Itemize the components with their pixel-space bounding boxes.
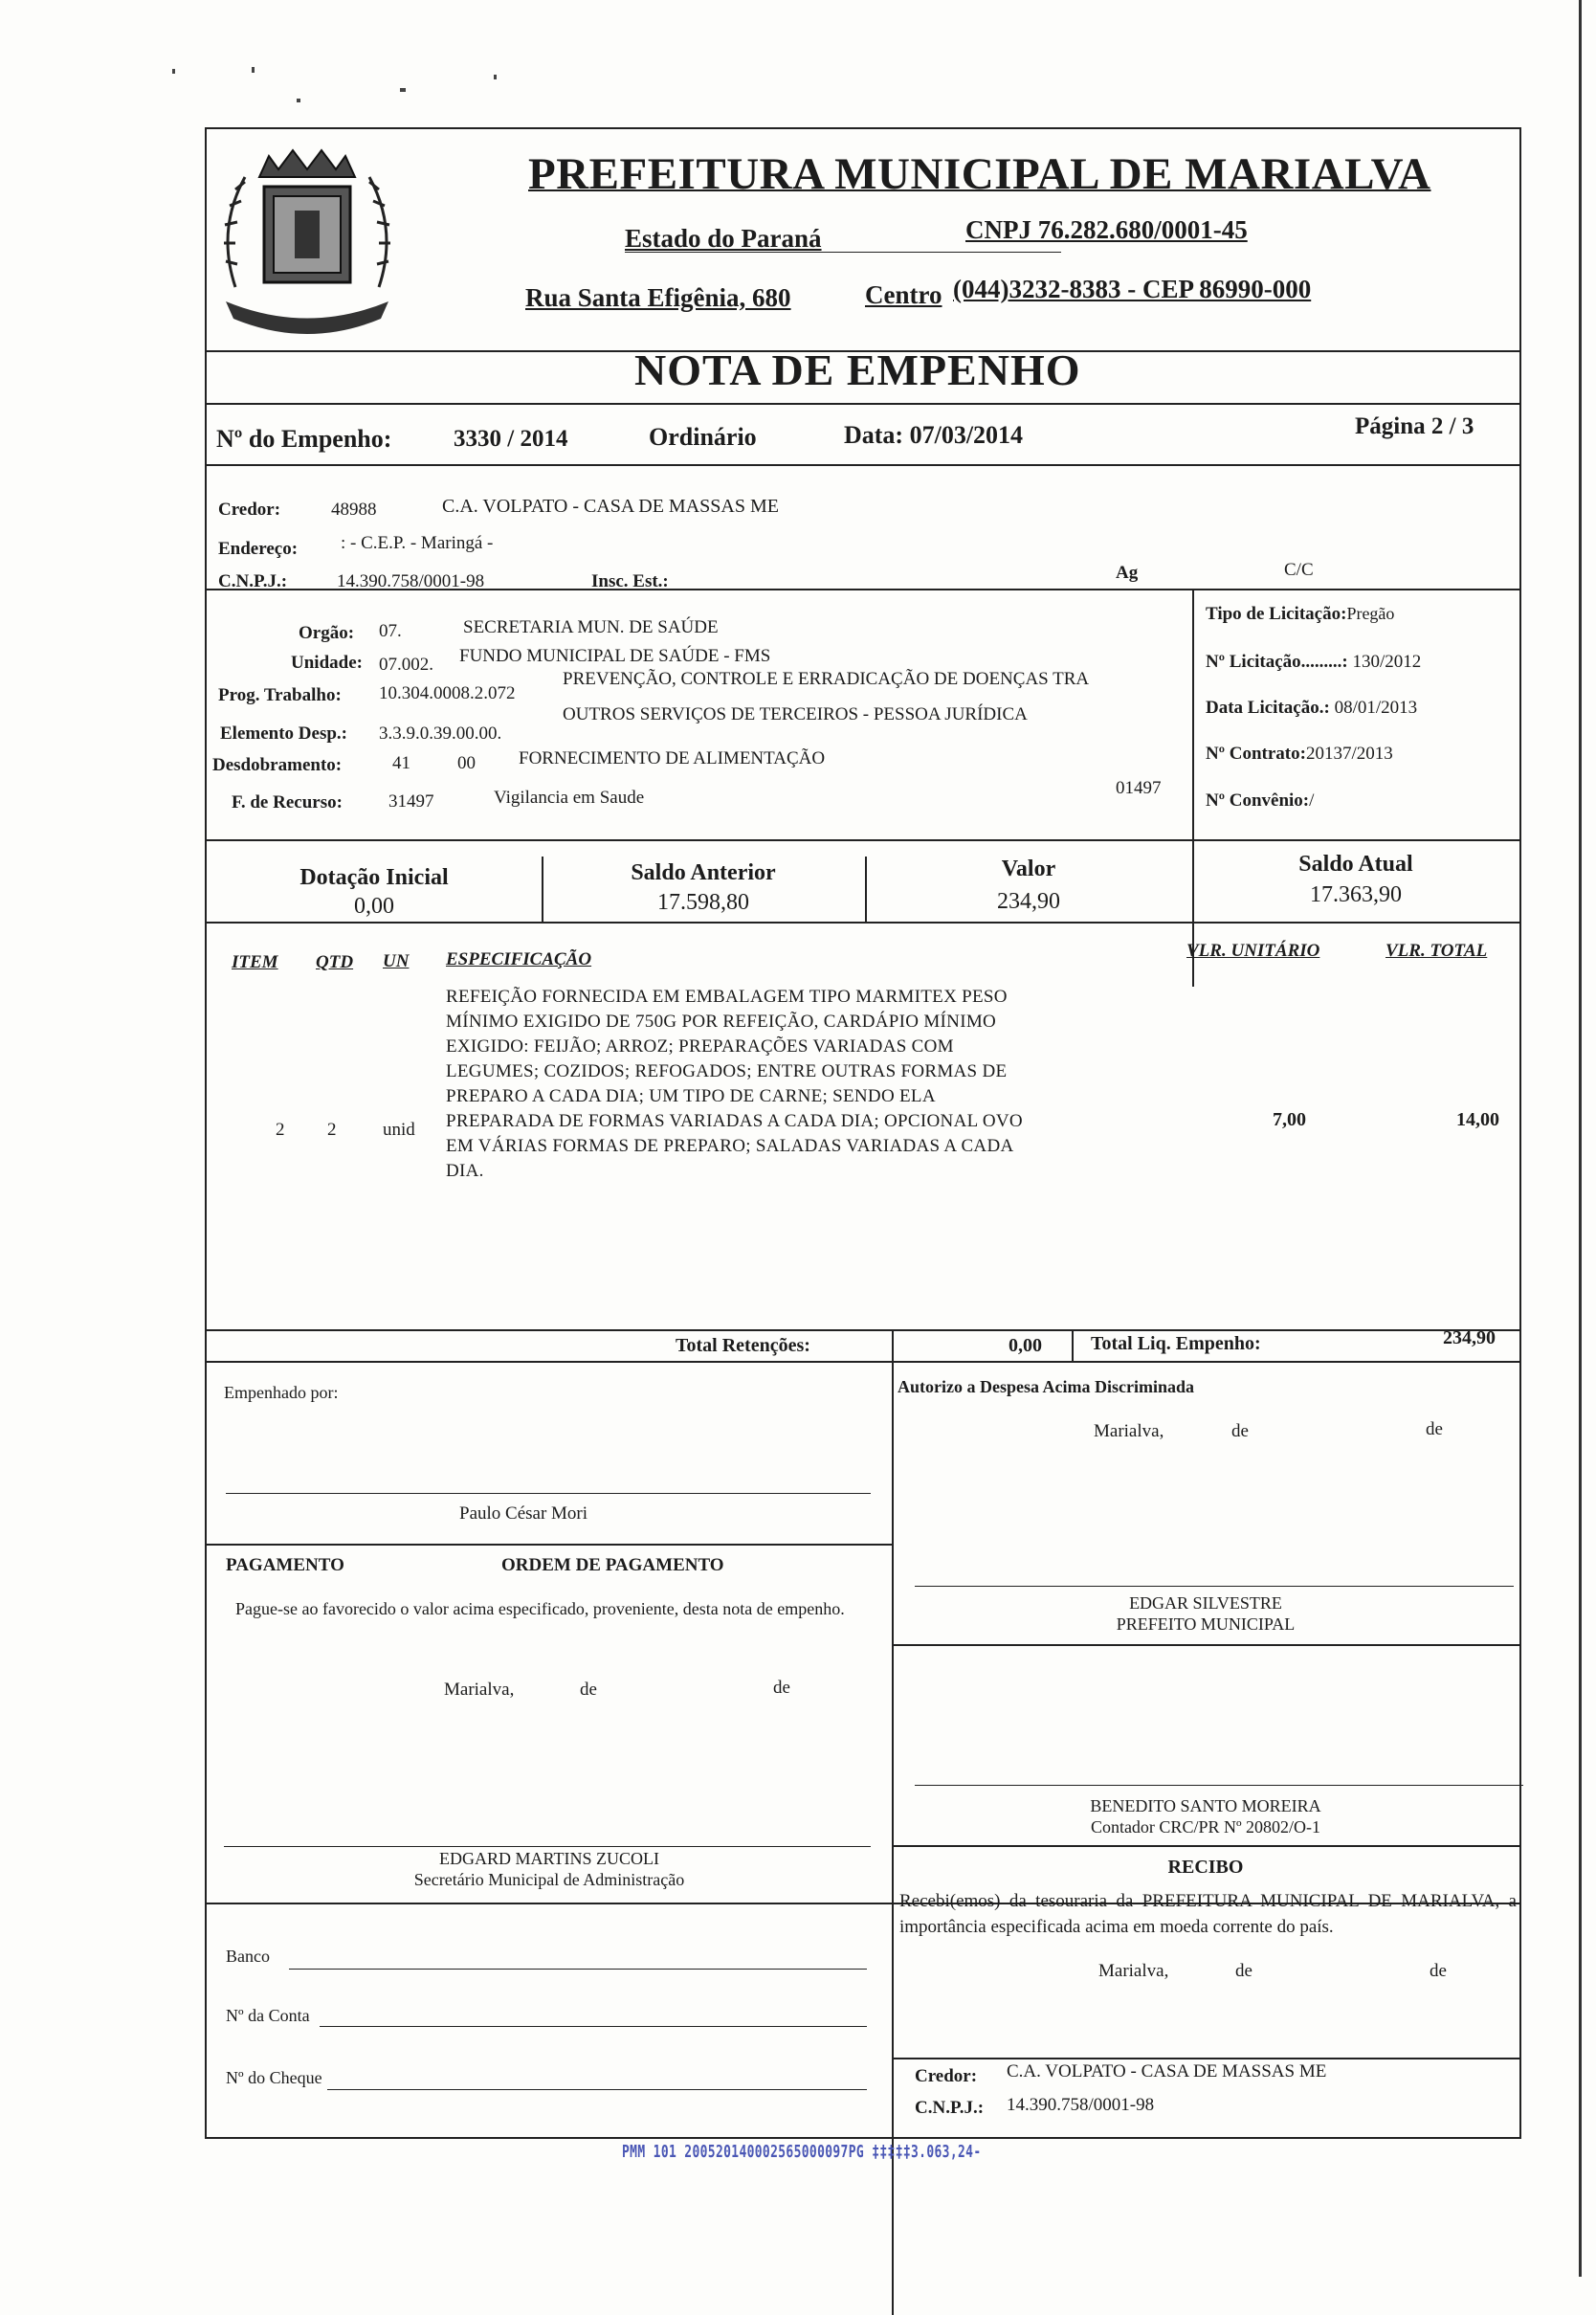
data-licitacao-label: Data Licitação.: <box>1206 698 1330 718</box>
prog-name: PREVENÇÃO, CONTROLE E ERRADICAÇÃO DE DOENÇAS TRA <box>563 669 1090 689</box>
divider <box>892 1644 1519 1646</box>
credor-label: Credor: <box>218 500 281 520</box>
prefeito-title: PREFEITO MUNICIPAL <box>1116 1614 1296 1634</box>
saldo-anterior-value: 17.598,80 <box>657 890 749 915</box>
divider <box>207 1361 1519 1363</box>
elemento-name: OUTROS SERVIÇOS DE TERCEIROS - PESSOA JURÍDICA <box>563 704 1028 724</box>
spec-line: MÍNIMO EXIGIDO DE 750G POR REFEIÇÃO, CARDÁPIO MÍNIMO <box>446 1012 997 1032</box>
divider <box>207 1544 892 1546</box>
desdobramento-label: Desdobramento: <box>212 755 343 775</box>
banco-label: Banco <box>226 1947 270 1966</box>
cheque-field-line <box>327 2089 867 2090</box>
empenho-label: Nº do Empenho: <box>216 425 392 453</box>
desdobramento-code: 41 <box>392 753 410 773</box>
recibo-de1: de <box>1235 1961 1252 1981</box>
numero-licitacao-label: Nº Licitação.........: <box>1206 652 1348 672</box>
page-number: Página 2 / 3 <box>1355 413 1474 439</box>
divider <box>1192 589 1194 987</box>
secretario-name: EDGARD MARTINS ZUCOLI <box>439 1849 659 1868</box>
district-label: Centro <box>865 280 942 309</box>
state-label: Estado do Paraná <box>625 224 822 253</box>
recibo-cnpj-value: 14.390.758/0001-98 <box>1007 2095 1155 2115</box>
autorizo-label: Autorizo a Despesa Acima Discriminada <box>898 1377 1194 1396</box>
divider <box>207 589 1519 590</box>
pagamento-de1: de <box>580 1680 597 1700</box>
total-retencoes-label: Total Retenções: <box>676 1335 810 1356</box>
item-qtd: 2 <box>327 1120 337 1140</box>
endereco-value: : - C.E.P. - Maringá - <box>341 533 494 553</box>
unidade-label: Unidade: <box>291 653 363 673</box>
recibo-text: Recebi(emos) da tesouraria da PREFEITURA MUNICIPAL DE MARIALVA, a importância especificada acima em moeda corrente do país. <box>899 1891 1517 1937</box>
ordem-pagamento-label: ORDEM DE PAGAMENTO <box>501 1555 724 1575</box>
marialva-coat-of-arms-icon <box>207 144 408 335</box>
valor-value: 234,90 <box>997 889 1060 914</box>
prefeitura-title: PREFEITURA MUNICIPAL DE MARIALVA <box>528 149 1431 199</box>
contador-title: Contador CRC/PR Nº 20802/O-1 <box>1090 1817 1321 1836</box>
fonte-recurso-label: F. de Recurso: <box>232 792 343 812</box>
orgao-code: 07. <box>379 621 402 641</box>
nota-de-empenho-form <box>205 127 1521 2139</box>
contrato-value: 20137/2013 <box>1305 744 1393 764</box>
col-spec: ESPECIFICAÇÃO <box>446 949 592 969</box>
divider <box>207 1329 1519 1331</box>
pague-se-text: Pague-se ao favorecido o valor acima especificado, proveniente, desta nota de empenho. <box>235 1599 845 1618</box>
footer-code: PMM 101 20052014000256500009​7PG ‡‡‡‡‡3.063,24- <box>622 2142 982 2162</box>
spec-line: EM VÁRIAS FORMAS DE PREPARO; SALADAS VARIADAS A CADA <box>446 1136 1014 1156</box>
desdobramento-name: FORNECIMENTO DE ALIMENTAÇÃO <box>519 748 826 768</box>
data-licitacao <box>1206 698 1417 719</box>
item-number: 2 <box>276 1120 285 1140</box>
recibo-cnpj-label: C.N.P.J.: <box>915 2098 985 2118</box>
spec-line: REFEIÇÃO FORNECIDA EM EMBALAGEM TIPO MARMITEX PESO <box>446 987 1008 1007</box>
dotacao-label: Dotação Inicial <box>299 865 449 890</box>
scan-dot <box>400 88 406 92</box>
empenhado-signature-line <box>226 1493 871 1494</box>
prefeito-name: EDGAR SILVESTRE <box>1129 1593 1282 1613</box>
street-label: Rua Santa Efigênia, 680 <box>525 283 791 312</box>
scan-dot <box>494 75 497 79</box>
orgao-name: SECRETARIA MUN. DE SAÚDE <box>463 617 719 637</box>
scan-dot <box>172 69 175 74</box>
fonte-recurso-ref: 01497 <box>1116 778 1162 798</box>
state-underline <box>625 252 1061 253</box>
conta-label: Nº da Conta <box>226 2006 310 2025</box>
divider <box>892 1845 1519 1847</box>
item-total-value: 14,00 <box>1456 1109 1499 1130</box>
orgao-label: Orgão: <box>299 623 355 643</box>
cnpj-label: C.N.P.J.: <box>218 571 288 591</box>
scan-edge <box>1579 0 1582 2277</box>
secretario-title: Secretário Municipal de Administração <box>413 1870 685 1889</box>
recibo-city: Marialva, <box>1098 1961 1169 1981</box>
fonte-recurso-code: 31497 <box>388 791 434 812</box>
secretario-signature-line <box>224 1846 871 1847</box>
tipo-licitacao-value: Pregão <box>1346 604 1395 623</box>
contrato <box>1206 744 1393 765</box>
col-unit-value: VLR. UNITÁRIO <box>1186 941 1320 961</box>
pagamento-label: PAGAMENTO <box>226 1555 344 1575</box>
cnpj-value: 14.390.758/0001-98 <box>337 571 485 591</box>
ag-label: Ag <box>1116 563 1139 583</box>
prefeito-signature-line <box>915 1586 1514 1587</box>
fonte-recurso-name: Vigilancia em Saude <box>494 788 645 808</box>
tipo-licitacao <box>1206 604 1394 625</box>
divider <box>207 464 1519 466</box>
cc-label: C/C <box>1284 560 1314 580</box>
banco-field-line <box>289 1969 867 1970</box>
convenio-label: Nº Convênio: <box>1206 790 1310 811</box>
divider <box>207 839 1519 841</box>
empenho-date: Data: 07/03/2014 <box>844 421 1024 449</box>
cnpj-label: CNPJ 76.282.680/0001-45 <box>965 215 1248 244</box>
empenho-type: Ordinário <box>649 423 757 451</box>
endereco-label: Endereço: <box>218 539 299 559</box>
item-un: unid <box>383 1120 415 1140</box>
spec-line: PREPARO A CADA DIA; UM TIPO DE CARNE; SENDO ELA <box>446 1086 936 1106</box>
contrato-label: Nº Contrato: <box>1206 744 1306 764</box>
item-unit-value: 7,00 <box>1273 1109 1306 1130</box>
cheque-label: Nº do Cheque <box>226 2068 322 2087</box>
data-licitacao-value: 08/01/2013 <box>1334 698 1418 718</box>
convenio-value: / <box>1309 790 1315 811</box>
numero-licitacao-value: 130/2012 <box>1352 652 1422 672</box>
insc-est-label: Insc. Est.: <box>591 571 669 591</box>
numero-licitacao <box>1206 652 1421 673</box>
empenhado-name: Paulo César Mori <box>459 1503 588 1524</box>
divider <box>207 922 1519 924</box>
col-item: ITEM <box>232 952 278 972</box>
divider <box>207 403 1519 405</box>
scan-dot <box>297 99 300 102</box>
recibo-de2: de <box>1430 1961 1447 1981</box>
contador-name: BENEDITO SANTO MOREIRA <box>1090 1796 1321 1815</box>
unidade-name: FUNDO MUNICIPAL DE SAÚDE - FMS <box>459 646 771 666</box>
item-specification <box>446 985 1130 1184</box>
empenhado-label: Empenhado por: <box>224 1383 339 1402</box>
scan-dot <box>252 67 255 73</box>
col-qtd: QTD <box>316 952 354 972</box>
dotacao-value: 0,00 <box>354 894 394 919</box>
recibo-label: RECIBO <box>1167 1857 1244 1878</box>
saldo-atual-value: 17.363,90 <box>1310 882 1402 907</box>
elemento-label: Elemento Desp.: <box>220 723 347 744</box>
col-total-value: VLR. TOTAL <box>1385 941 1488 961</box>
saldo-anterior-label: Saldo Anterior <box>631 860 776 885</box>
spec-line: LEGUMES; COZIDOS; REFOGADOS; ENTRE OUTRAS FORMAS DE <box>446 1061 1008 1081</box>
desdobramento-sub: 00 <box>457 753 476 773</box>
divider <box>1072 1329 1074 1362</box>
pagamento-city: Marialva, <box>444 1680 515 1700</box>
valor-label: Valor <box>1001 857 1056 881</box>
autorizo-de2: de <box>1426 1419 1443 1439</box>
credor-code: 48988 <box>331 500 377 520</box>
spec-line: EXIGIDO: FEIJÃO; ARROZ; PREPARAÇÕES VARIADAS COM <box>446 1036 954 1057</box>
doc-title: NOTA DE EMPENHO <box>634 345 1081 394</box>
spec-line: DIA. <box>446 1161 484 1181</box>
prog-label: Prog. Trabalho: <box>218 685 342 705</box>
tipo-licitacao-label: Tipo de Licitação: <box>1206 604 1347 624</box>
empenho-number: 3330 / 2014 <box>454 426 568 452</box>
contador-signature-line <box>915 1785 1523 1786</box>
divider <box>892 2058 1519 2059</box>
elemento-code: 3.3.9.0.39.00.00. <box>379 723 502 744</box>
autorizo-city: Marialva, <box>1094 1421 1164 1441</box>
conta-field-line <box>320 2026 867 2027</box>
total-liquido-label: Total Liq. Empenho: <box>1091 1333 1261 1354</box>
spec-line: PREPARADA DE FORMAS VARIADAS A CADA DIA; OPCIONAL OVO <box>446 1111 1023 1131</box>
phone-cep-label: (044)3232-8383 - CEP 86990-000 <box>953 275 1312 303</box>
prog-code: 10.304.0008.2.072 <box>379 683 516 703</box>
total-liquido-value: 234,90 <box>1443 1327 1496 1348</box>
autorizo-de1: de <box>1231 1421 1249 1441</box>
total-retencoes-value: 0,00 <box>1009 1335 1042 1356</box>
recibo-credor-label: Credor: <box>915 2066 978 2086</box>
pagamento-de2: de <box>773 1678 790 1698</box>
credor-name: C.A. VOLPATO - CASA DE MASSAS ME <box>442 496 779 517</box>
convenio <box>1206 790 1314 812</box>
col-un: UN <box>383 951 410 971</box>
unidade-code: 07.002. <box>379 655 433 675</box>
recibo-credor-value: C.A. VOLPATO - CASA DE MASSAS ME <box>1007 2061 1327 2081</box>
saldo-atual-label: Saldo Atual <box>1298 852 1413 877</box>
